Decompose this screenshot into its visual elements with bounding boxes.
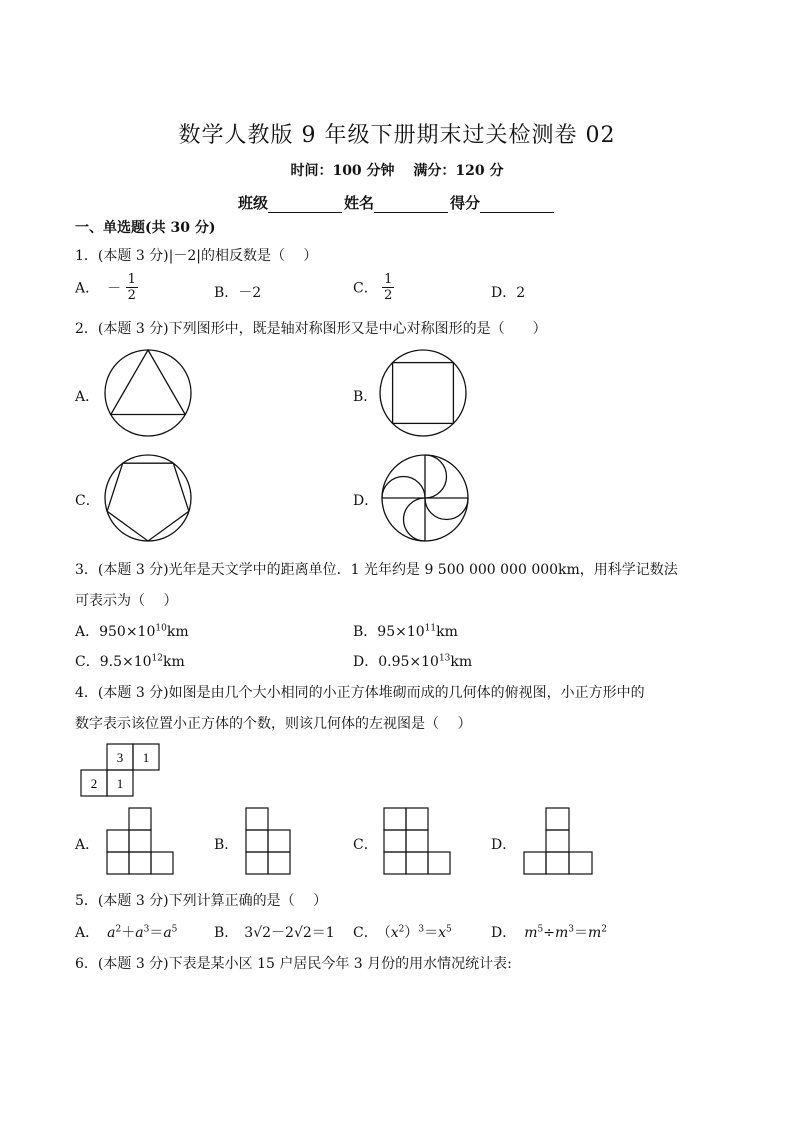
option-c-label: C． (353, 280, 378, 297)
option-base: A．950×10 (75, 624, 156, 640)
question-5-option-c: C． $(x^2)^3=x^5$ (353, 924, 452, 941)
left-view-option-a-figure (106, 807, 176, 877)
fraction-numerator: 1 (384, 272, 393, 287)
question-4-option-d-label: D． (491, 837, 517, 853)
option-unit: km (162, 654, 185, 670)
grid-number: 2 (90, 776, 98, 791)
page-title: 数学人教版 9 年级下册期末过关检测卷 02 (178, 123, 616, 148)
option-label: C． (353, 925, 378, 941)
option-a-fraction (126, 272, 138, 303)
section-title: 一、单选题(共 30 分) (75, 220, 216, 236)
option-exponent: 11 (424, 623, 437, 634)
class-label: 班级 (237, 194, 268, 212)
question-3-option-a (75, 621, 189, 641)
question-5-stem: 5．(本题 3 分)下列计算正确的是（ ） (75, 893, 328, 909)
question-3-option-c (75, 651, 185, 671)
option-label: D． (491, 925, 517, 941)
option-a-sign: － (107, 280, 122, 297)
question-4-stem-line-2: 数字表示该位置小正方体的个数，则该几何体的左视图是（ ） (75, 716, 472, 732)
question-3-stem-line-2: 可表示为（ ） (75, 593, 178, 609)
exam-time-score: 时间：100 分钟 满分：120 分 (290, 163, 504, 179)
class-blank (268, 198, 342, 213)
question-4-option-b-label: B． (214, 837, 239, 853)
student-info-line (0, 192, 794, 213)
left-view-option-b-figure (245, 807, 315, 877)
question-4-stem-line-1: 4．(本题 3 分)如图是由几个大小相同的小正方体堆砌而成的几何体的俯视图，小正方形中的 (75, 685, 645, 701)
question-3-option-b (353, 621, 458, 641)
question-4-option-c-label: C． (353, 837, 378, 853)
question-2-option-d-label: D． (353, 493, 379, 509)
top-view-grid-figure (80, 743, 162, 797)
question-1-option-a (75, 272, 138, 303)
option-a-label: A． (75, 280, 100, 297)
question-2-option-c-label: C． (75, 493, 100, 509)
question-2-option-a-label: A． (75, 389, 100, 405)
option-exponent: 12 (151, 653, 163, 664)
circle-pinwheel-figure (380, 453, 470, 543)
circle-inscribed-pentagon-figure (103, 453, 193, 543)
name-label: 姓名 (343, 194, 374, 212)
option-c-fraction (382, 272, 394, 303)
question-1-option-d: D．2 (491, 285, 526, 301)
question-1-option-b: B．－2 (214, 285, 262, 301)
name-blank (374, 198, 448, 213)
option-unit: km (166, 624, 189, 640)
option-base: D．0.95×10 (353, 654, 439, 670)
circle-inscribed-triangle-figure (103, 348, 193, 438)
grid-number: 3 (116, 750, 124, 765)
option-base: B．95×10 (353, 624, 425, 640)
fraction-numerator: 1 (127, 272, 136, 287)
option-expression: 3√2－2√2＝1 (244, 925, 335, 941)
question-5-option-a: A． $a^2+a^3=a^5$ (75, 924, 178, 941)
grid-number: 1 (142, 750, 150, 765)
question-5-option-d: D． $m^5\div m^3=m^2$ (491, 924, 608, 941)
question-1-stem: 1．(本题 3 分)|－2|的相反数是（ ） (75, 248, 318, 264)
fraction-denominator: 2 (384, 288, 393, 303)
option-unit: km (436, 624, 458, 640)
circle-inscribed-square-figure (378, 348, 468, 438)
question-2-stem: 2．(本题 3 分)下列图形中，既是轴对称图形又是中心对称图形的是（ ） (75, 321, 547, 337)
option-label: A． (75, 925, 100, 941)
question-5-option-b (214, 922, 335, 942)
left-view-option-c-figure (383, 807, 453, 877)
question-2-option-b-label: B． (353, 389, 378, 405)
option-label: B． (214, 925, 239, 941)
question-6-stem: 6．(本题 3 分)下表是某小区 15 户居民今年 3 月份的用水情况统计表: (75, 956, 512, 972)
question-4-option-a-label: A． (75, 837, 100, 853)
option-exponent: 13 (438, 653, 451, 664)
grid-number: 1 (116, 776, 124, 791)
fraction-denominator: 2 (127, 288, 136, 303)
score-blank (480, 198, 554, 213)
left-view-option-d-figure (523, 807, 598, 877)
question-3-stem-line-1: 3．(本题 3 分)光年是天文学中的距离单位．1 光年约是 9 500 000 000 000km，用科学记数法 (75, 562, 678, 578)
question-1-option-c (353, 272, 394, 303)
option-exponent: 10 (155, 623, 167, 634)
option-base: C．9.5×10 (75, 654, 152, 670)
score-label: 得分 (450, 194, 481, 212)
question-3-option-d (353, 651, 472, 671)
option-unit: km (450, 654, 473, 670)
